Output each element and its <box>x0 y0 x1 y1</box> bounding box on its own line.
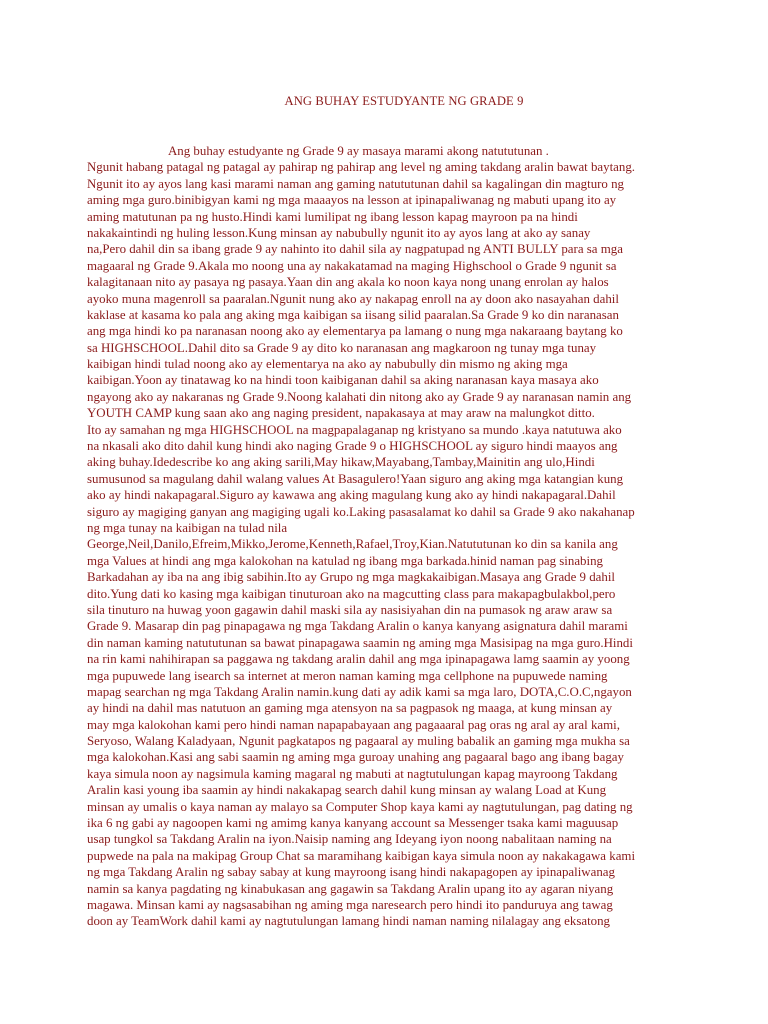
body-text-line: namin sa kanya pagdating ng kinabukasan ang gagawin sa Takdang Aralin upang ito ay agaran niyang <box>87 881 614 896</box>
body-text-line: na rin kami nahihirapan sa paggawa ng takdang aralin dahil ang mga ipinapagawa lamg saamin ay yoong <box>87 652 630 667</box>
body-text-line: ng mga tunay na kaibigan na tulad nila <box>87 520 288 535</box>
body-text-line: pupwede na pala na makipag Group Chat sa maramihang kaibigan kaya simula noon ay nakakagawa kami <box>87 848 636 863</box>
body-text-line: YOUTH CAMP kung saan ako ang naging president, napakasaya at may araw na malungkot ditto. <box>87 406 595 421</box>
body-text-line: Grade 9. Masarap din pag pinapagawa ng mga Takdang Aralin o kanya kanyang asignatura dahil marami <box>87 619 628 634</box>
body-text-line: George,Neil,Danilo,Efreim,Mikko,Jerome,Kenneth,Rafael,Troy,Kian.Natututunan ko din sa kanila ang <box>87 537 618 552</box>
body-text-line: Aralin kasi young iba saamin ay hindi nakakapag search dahil kung minsan ay walang Load at Kung <box>87 783 607 798</box>
body-text-line: minsan ay umalis o kaya naman ay malayo sa Computer Shop kaya kami ay nagtutulungan, pag dating ng <box>87 799 633 814</box>
body-text-line: mga Values at hindi ang mga kalokohan na katulad ng ibang mga barkada.hinid naman pag sinabing <box>87 553 603 568</box>
body-text-line: siguro ay magiging ganyan ang magiging ugali ko.Laking pasasalamat ko dahil sa Grade 9 ako nakahanap <box>87 504 635 519</box>
body-text-line: na,Pero dahil din sa ibang grade 9 ay nahinto ito dahil sila ay nagpatupad ng ANTI BULLY para sa mga <box>87 242 623 257</box>
body-text-line: kaklase at kasama ko pala ang aking mga kaibigan sa iisang silid paaralan.Sa Grade 9 ko din naranasan <box>87 307 619 322</box>
body-text-line: kaibigan.Yoon ay tinatawag ko na hindi toon kaibiganan dahil sa aking naranasan kaya masaya ako <box>87 373 599 388</box>
body-text-line: ako ay hindi nakapagaral.Siguro ay kawawa ang aking magulang kung ako ay hindi nakapagaral.Dahil <box>87 488 616 503</box>
body-text-line: usap tungkol sa Takdang Aralin na iyon.Naisip naming ang Ideyang iyon noong nabalitaan naming na <box>87 832 612 847</box>
body-text-line: ang mga hindi ko pa naranasan noong ako ay elementarya pa lamang o nung mga nakaraang baytang ko <box>87 324 623 339</box>
body-text-line: nakakaintindi ng huling lesson.Kung minsan ay nabubully ngunit ito ay ayos lang at ako ay sanay <box>87 225 591 240</box>
body-text-line: ay hindi na dahil mas natutuon an gaming mga atensyon na sa pagpasok ng maaga, at kung minsan ay <box>87 701 613 716</box>
body-text-line: kalagitanaan nito ay pasaya ng pasaya.Yaan din ang akala ko noon kaya nong unang enrolan ay halos <box>87 275 609 290</box>
document-body <box>87 143 757 930</box>
body-text-line: ng mga Takdang Aralin ng sabay sabay at kung mayroong isang hindi nakapagopen ay ipinapaliwanag <box>87 865 615 880</box>
body-text-line: magaaral ng Grade 9.Akala mo noong una ay nakakatamad na maging Highschool o Grade 9 ngunit sa <box>87 258 617 273</box>
body-text-line: aming mga guro.binibigyan kami ng mga maaayos na lesson at ipinapaliwanag ng mabuti upang ito ay <box>87 193 617 208</box>
body-text-line: ika 6 ng gabi ay nagoopen kami ng amimg kanya kanyang account sa Messenger tsaka kami maguusap <box>87 816 619 831</box>
body-text-line: Ngunit ito ay ayos lang kasi marami naman ang gaming natututunan dahil sa kagalingan din magturo ng <box>87 176 624 191</box>
body-text-line: mga kalokohan.Kasi ang sabi saamin ng aming mga guroay unahing ang pagaaral bago ang ibang bagay <box>87 750 624 765</box>
body-text-line: Ang buhay estudyante ng Grade 9 ay masaya marami akong natututunan . <box>168 144 549 158</box>
body-text-line: magawa. Minsan kami ay nagsasabihan ng aming mga naresearch pero hindi ito panduruya ang tawag <box>87 897 613 912</box>
body-text-line: mga pupuwede lang isearch sa internet at meron naman kaming mga cellphone na pupuwede naming <box>87 668 608 683</box>
body-text-line: sa HIGHSCHOOL.Dahil dito sa Grade 9 ay dito ko naranasan ang magkaroon ng tunay mga tunay <box>87 340 597 355</box>
body-text-line: Barkadahan ay iba na ang ibig sabihin.Ito ay Grupo ng mga magkakaibigan.Masaya ang Grade 9 dahil <box>87 570 615 585</box>
body-text-line: aking buhay.Idedescribe ko ang aking sarili,May hikaw,Mayabang,Tambay,Mainitin ang ulo,Hindi <box>87 455 595 470</box>
body-text-line: Ito ay samahan ng mga HIGHSCHOOL na magpapalaganap ng kristyano sa mundo .kaya natutuwa ako <box>87 422 622 437</box>
body-text-line: Seryoso, Walang Kaladyaan, Ngunit pagkatapos ng pagaaral ay muling babalik an gaming mga mukha sa <box>87 734 630 749</box>
body-text-line: may mga kalokohan kami pero hindi naman napapabayaan ang pagaaaral pag oras ng aral ay aral kami, <box>87 717 620 732</box>
body-text-line: sila tinuturo na huwag yoon gagawin dahil maski sila ay nasisiyahan din na pumasok ng araw araw sa <box>87 602 613 617</box>
body-text-line: sumusunod sa magulang dahil walang values At Basagulero!Yaan siguro ang aking mga katangian kung <box>87 471 624 486</box>
document-title: ANG BUHAY ESTUDYANTE NG GRADE 9 <box>284 94 524 108</box>
body-text-line: Ngunit habang patagal ng patagal ay pahirap ng pahirap ang level ng aming takdang aralin bawat baytang. <box>87 160 636 175</box>
body-text-line: ngayong ako ay nakaranas ng Grade 9.Noong kalahati din nitong ako ay Grade 9 ay naranasan namin ang <box>87 389 632 404</box>
body-text-line: dito.Yung dati ko kasing mga kaibigan tinuturoan ako na magcutting class para makapagbulakbol,pero <box>87 586 616 601</box>
body-text-line: mapag searchan ng mga Takdang Aralin namin.kung dati ay adik kami sa mga laro, DOTA,C.O.C,ngayon <box>87 684 632 699</box>
body-text-line: kaibigan hindi tulad noong ako ay elementarya na ako ay nabubully din mismo ng aking mga <box>87 357 568 372</box>
body-text-line: aming matutunan pa ng husto.Hindi kami lumilipat ng ibang lesson kapag mayroon pa na hindi <box>87 209 578 224</box>
body-text-line: na nkasali ako dito dahil kung hindi ako naging Grade 9 o HIGHSCHOOL ay siguro hindi maayos ang <box>87 439 618 454</box>
body-text-line: din naman kaming natututunan sa bawat pinapagawa saamin ng aming mga Masisipag na mga guro.Hindi <box>87 635 633 650</box>
body-text-line: doon ay TeamWork dahil kami ay nagtutulungan lamang hindi naman naming nilalagay ang eksatong <box>87 914 610 929</box>
body-text-line: kaya simula noon ay nagsimula kaming magaral ng mabuti at nagtutulungan kapag mayroong Takdang <box>87 766 618 781</box>
body-text-line: ayoko muna magenroll sa paaralan.Ngunit nung ako ay nakapag enroll na ay doon ako nasayahan dahil <box>87 291 619 306</box>
